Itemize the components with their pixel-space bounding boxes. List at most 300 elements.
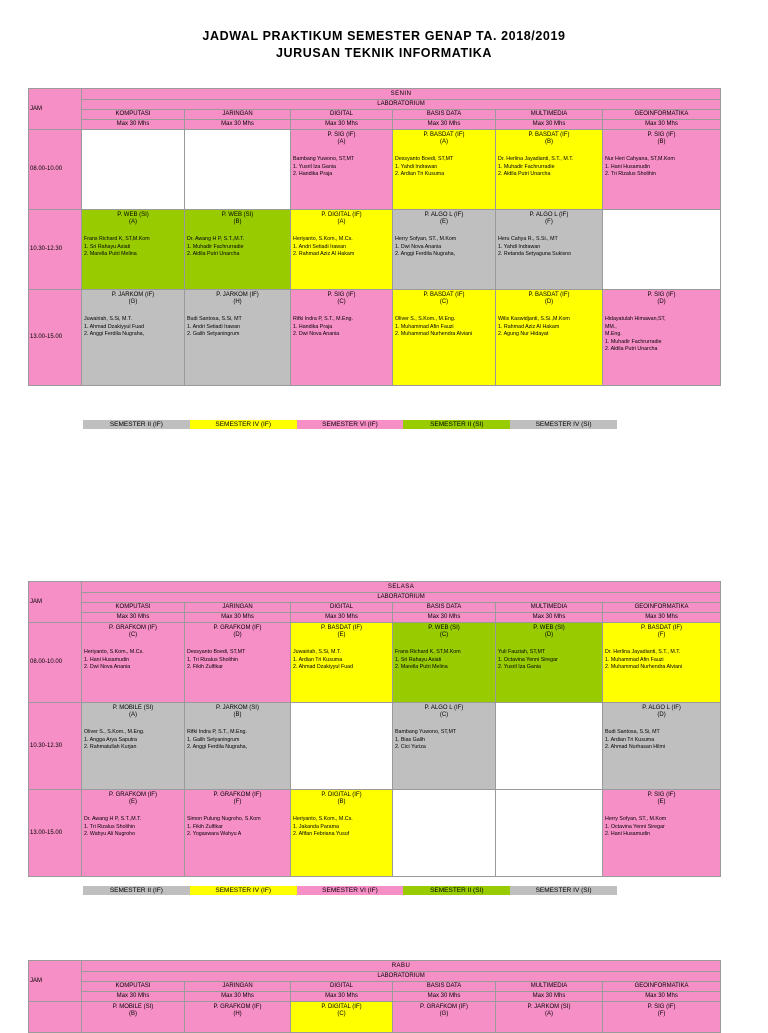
- class-label: (B): [545, 139, 553, 145]
- schedule-cell: [393, 210, 496, 290]
- course-name: P. MOBILE (SI): [112, 705, 154, 711]
- laboratorium-header: LABORATORIUM: [82, 972, 721, 982]
- lab-name-header: KOMPUTASI: [82, 603, 185, 613]
- cell-content: [82, 703, 184, 752]
- cell-content: [82, 623, 184, 672]
- assistant-name: MM.,: [605, 323, 617, 330]
- jam-header: [29, 89, 82, 130]
- course-name: P. DIGITAL (IF): [321, 792, 362, 798]
- lecturer-name: Rifki Indra P, S.T., M.Eng.: [187, 729, 247, 735]
- jam-label: JAM: [30, 977, 42, 984]
- assistant-name: 2. Aldila Putri Unarcha: [498, 171, 551, 177]
- cell-content: [603, 790, 720, 839]
- legend-item: SEMESTER II (SI): [403, 420, 510, 429]
- lab-name-header: KOMPUTASI: [82, 982, 185, 992]
- schedule-cell: [82, 290, 185, 386]
- lab-name-header: GEOINFORMATIKA: [603, 982, 721, 992]
- assistant-name: 2. Dwi Nova Anania: [84, 664, 131, 670]
- cell-content: [291, 790, 392, 839]
- class-label: (B): [337, 799, 346, 805]
- assistant-name: 1. Muhammad Afin Fauzi: [395, 323, 454, 330]
- time-slot-label: 08.00-10.00: [29, 130, 82, 210]
- assistant-name: 1. Hani Husamudin: [605, 163, 651, 170]
- course-name: P. SIG (IF): [647, 292, 676, 298]
- legend-item: SEMESTER II (IF): [83, 420, 190, 429]
- assistant-name: 2. Rahmatullah Kurjan: [84, 744, 137, 750]
- capacity-header: Max 30 Mhs: [393, 120, 496, 130]
- assistant-name: 1. Jakanda Parama: [293, 823, 339, 830]
- cell-content: [393, 210, 495, 259]
- course-name: P. WEB (SI): [221, 212, 254, 218]
- capacity-header: Max 30 Mhs: [496, 613, 603, 623]
- course-name: P. BASDAT (IF): [320, 625, 362, 631]
- time-slot-label: 08.00-10.00: [29, 623, 82, 703]
- time-slot-row: [29, 1002, 721, 1033]
- schedule-cell: [393, 1002, 496, 1033]
- assistant-name: 1. Muhadir Fachrurradie: [605, 338, 662, 345]
- time-slot-label: 10.30-12.30: [29, 703, 82, 790]
- lecturer-name: Dr. Herlina Jayadianti, S.T., M.T.: [605, 649, 681, 655]
- course-name: P. ALGO L (IF): [424, 705, 464, 711]
- schedule-table-selasa: [28, 581, 721, 877]
- time-slot-row: [29, 623, 721, 703]
- schedule-cell: [291, 1002, 393, 1033]
- course-name: P. MOBILE (SI): [112, 1004, 154, 1010]
- lecturer-name: Heru Cahya R., S.Si., MT: [498, 236, 558, 242]
- cell-content: [82, 290, 184, 339]
- time-slot-label: 13.00-15.00: [29, 290, 82, 386]
- class-label: (A): [129, 712, 137, 718]
- lab-name-header: JARINGAN: [185, 110, 291, 120]
- cell-content: [185, 790, 290, 839]
- course-name: P. JARKOM (IF): [111, 292, 155, 298]
- course-name: P. DIGITAL (IF): [321, 1004, 362, 1010]
- time-slot-row: [29, 130, 721, 210]
- lecturer-name: Bambang Yuwono, ST,MT: [293, 156, 355, 162]
- lecturer-name: Yuli Fauziah, ST,MT: [498, 649, 546, 655]
- lecturer-name: Frans Richard K, ST,M.Kom: [84, 236, 150, 242]
- lecturer-name: Nur Heri Cahyana, ST,M.Kom: [605, 156, 675, 162]
- class-label: (E): [440, 219, 448, 225]
- cell-content: [496, 623, 602, 672]
- class-label: (A): [440, 139, 448, 145]
- assistant-name: 2. Cici Yuriza: [395, 744, 426, 750]
- lecturer-name: Budi Santosa, S.Si, MT: [605, 729, 660, 735]
- assistant-name: 1. Angga Arya Saputra: [84, 736, 138, 743]
- class-label: (A): [337, 139, 346, 145]
- class-label: (H): [233, 1011, 242, 1017]
- class-label: (B): [233, 712, 242, 718]
- capacity-header: Max 30 Mhs: [185, 992, 291, 1002]
- cell-content: [291, 623, 392, 672]
- cell-content: [496, 1002, 602, 1018]
- schedule-cell: [496, 1002, 603, 1033]
- legend-item: SEMESTER IV (SI): [510, 420, 617, 429]
- course-name: P. BASDAT (IF): [528, 132, 570, 138]
- assistant-name: 1. Octavina Yenni Siregar: [605, 823, 665, 830]
- course-name: P. ALGO L (IF): [424, 212, 464, 218]
- schedule-cell: [185, 210, 291, 290]
- course-name: P. BASDAT (IF): [528, 292, 570, 298]
- course-name: P. GRAFKOM (IF): [109, 625, 157, 631]
- document-subtitle: JURUSAN TEKNIK INFORMATIKA: [275, 46, 493, 60]
- schedule-cell: [185, 790, 291, 877]
- schedule-cell: [603, 210, 721, 290]
- assistant-name: 2. Anggi Ferdila Nugraha,: [187, 744, 248, 750]
- class-label: (F): [545, 219, 553, 225]
- course-name: P. SIG (IF): [647, 1004, 676, 1010]
- assistant-name: 1. Andri Setiadi Irawan: [293, 243, 346, 250]
- assistant-name: 1. Ardian Tri Kusuma: [605, 736, 655, 743]
- class-label: (D): [544, 299, 554, 305]
- assistant-name: 2. Handika Praja: [293, 171, 333, 177]
- cell-content: [603, 1002, 720, 1018]
- assistant-name: 2. Galih Setyaningrum: [187, 331, 240, 337]
- assistant-name: 1. Bias Galih: [395, 736, 426, 743]
- cell-content: [603, 703, 720, 752]
- class-label: (C): [439, 712, 449, 718]
- lecturer-name: Dr. Awang H P, S.T.,M.T.: [187, 236, 245, 242]
- legend-item: SEMESTER IV (SI): [510, 886, 617, 895]
- lecturer-name: Budi Santosa, S.Si, MT: [187, 316, 242, 322]
- capacity-header: Max 30 Mhs: [603, 120, 721, 130]
- capacity-header: Max 30 Mhs: [393, 992, 496, 1002]
- lecturer-name: Herry Sofyan, ST., M.Kom: [605, 816, 667, 822]
- lecturer-name: Frans Richard K, ST,M.Kom: [395, 649, 461, 655]
- course-name: P. ALGO L (IF): [642, 705, 681, 711]
- lab-name-header: JARINGAN: [185, 982, 291, 992]
- assistant-name: 2. Aldila Putri Unarcha: [605, 346, 658, 352]
- assistant-name: 2. Anggi Ferdila Nugraha,: [395, 251, 456, 257]
- course-name: P. GRAFKOM (IF): [420, 1004, 468, 1010]
- time-slot-row: [29, 290, 721, 386]
- capacity-header: Max 30 Mhs: [291, 992, 393, 1002]
- class-label: (D): [657, 299, 666, 305]
- capacity-header: Max 30 Mhs: [291, 613, 393, 623]
- class-label: (E): [657, 799, 666, 805]
- assistant-name: 1. Ardian Tri Kusuma: [293, 656, 343, 663]
- cell-content: [496, 290, 602, 339]
- lecturer-name: Rifki Indra P, S.T., M.Eng.: [293, 316, 353, 322]
- legend-item: SEMESTER IV (IF): [190, 420, 297, 429]
- schedule-cell: [603, 290, 721, 386]
- schedule-cell: [393, 290, 496, 386]
- capacity-header: Max 30 Mhs: [185, 120, 291, 130]
- assistant-name: 2. Agung Nur Hidayat: [498, 331, 549, 337]
- cell-content: [393, 1002, 495, 1018]
- class-label: (C): [337, 299, 346, 305]
- lab-name-header: KOMPUTASI: [82, 110, 185, 120]
- laboratorium-header: LABORATORIUM: [82, 593, 721, 603]
- schedule-table-senin: [28, 88, 721, 386]
- class-label: (B): [129, 1011, 137, 1017]
- schedule-cell: [185, 1002, 291, 1033]
- class-label: (F): [657, 632, 666, 638]
- course-name: P. ALGO L (IF): [529, 212, 569, 218]
- cell-content: [82, 1002, 184, 1018]
- lab-name-header: JARINGAN: [185, 603, 291, 613]
- day-name: SELASA: [82, 582, 721, 593]
- assistant-name: 1. Rahmad Aziz Al Hakam: [498, 323, 560, 330]
- class-label: (A): [337, 219, 346, 225]
- schedule-cell: [82, 703, 185, 790]
- assistant-name: 1. Yusril Iza Gania: [293, 163, 336, 170]
- class-label: (F): [233, 799, 242, 805]
- document-title: JADWAL PRAKTIKUM SEMESTER GENAP TA. 2018/2019: [202, 29, 566, 43]
- time-slot-row: [29, 210, 721, 290]
- assistant-name: 2. Fikih Zulfikar: [187, 664, 223, 670]
- capacity-header: Max 30 Mhs: [603, 613, 721, 623]
- cell-content: [496, 130, 602, 179]
- assistant-name: 1. Dwi Nova Anania: [395, 243, 442, 250]
- lecturer-name: Simon Pulung Nugroho, S.Kom: [187, 816, 261, 822]
- schedule-cell: [185, 130, 291, 210]
- legend-item: SEMESTER II (IF): [83, 886, 190, 895]
- capacity-header: Max 30 Mhs: [496, 120, 603, 130]
- schedule-cell: [291, 290, 393, 386]
- course-name: P. GRAFKOM (IF): [213, 792, 262, 798]
- cell-content: [185, 1002, 290, 1018]
- cell-content: [291, 290, 392, 339]
- schedule-cell: [291, 623, 393, 703]
- schedule-cell: [291, 703, 393, 790]
- schedule-cell: [496, 290, 603, 386]
- assistant-name: 2. Hani Husamudin: [605, 831, 651, 837]
- assistant-name: 1. Octavina Yenni Siregar: [498, 656, 558, 663]
- cell-content: [603, 623, 720, 672]
- assistant-name: 1. Tri Rizalus Sholihin: [84, 823, 135, 830]
- schedule-cell: [393, 790, 496, 877]
- lab-name-header: GEOINFORMATIKA: [603, 110, 721, 120]
- capacity-header: Max 30 Mhs: [291, 120, 393, 130]
- assistant-name: 2. Dwi Nova Anania: [293, 331, 340, 337]
- assistant-name: 2. Marella Putri Melina: [84, 251, 137, 257]
- schedule-cell: [603, 623, 721, 703]
- lecturer-name: Juwairiah, S.Si, M.T.: [84, 316, 132, 322]
- lecturer-name: Herry Sofyan, ST., M.Kom: [395, 236, 457, 242]
- jam-header: [29, 582, 82, 623]
- course-name: P. BASDAT (IF): [423, 132, 465, 138]
- lecturer-name: Wilis Kaswidjanti, S.Si.,M.Kom: [498, 316, 570, 322]
- lab-name-header: DIGITAL: [291, 110, 393, 120]
- class-label: (D): [233, 632, 242, 638]
- class-label: (B): [657, 139, 666, 145]
- class-label: (B): [233, 219, 242, 225]
- schedule-cell: [603, 790, 721, 877]
- lecturer-name: Heriyanto, S.Kom., M.Cs.: [84, 649, 144, 655]
- schedule-cell: [393, 703, 496, 790]
- schedule-cell: [291, 210, 393, 290]
- schedule-cell: [393, 623, 496, 703]
- day-name: SENIN: [82, 89, 721, 100]
- course-name: P. WEB (SI): [117, 212, 149, 218]
- schedule-cell: [82, 130, 185, 210]
- lecturer-name: Hidayatulah Himawan,ST,: [605, 316, 666, 322]
- course-name: P. BASDAT (IF): [641, 625, 683, 631]
- course-name: P. GRAFKOM (IF): [213, 625, 262, 631]
- legend-item: SEMESTER VI (IF): [297, 886, 404, 895]
- lecturer-name: Dr. Awang H P, S.T.,M.T.: [84, 816, 142, 822]
- cell-content: [185, 290, 290, 339]
- lab-name-header: BASIS DATA: [393, 110, 496, 120]
- cell-content: [603, 290, 720, 354]
- class-label: (G): [128, 299, 138, 305]
- cell-content: [291, 1002, 392, 1018]
- class-label: (H): [233, 299, 242, 305]
- course-name: P. BASDAT (IF): [423, 292, 465, 298]
- assistant-name: 1. Andri Setiadi Irawan: [187, 323, 240, 330]
- lab-name-header: GEOINFORMATIKA: [603, 603, 721, 613]
- course-name: P. GRAFKOM (IF): [213, 1004, 262, 1010]
- cell-content: [393, 130, 495, 179]
- legend-item: SEMESTER VI (IF): [297, 420, 404, 429]
- assistant-name: 1. Galih Setyaningrum: [187, 736, 240, 743]
- schedule-cell: [185, 703, 291, 790]
- lecturer-name: Heriyanto, S.Kom., M.Cs.: [293, 816, 353, 822]
- schedule-cell: [496, 703, 603, 790]
- assistant-name: 1. Tri Rizalus Sholihin: [187, 656, 238, 663]
- class-label: (C): [128, 632, 138, 638]
- cell-content: [496, 210, 602, 259]
- lecturer-name: Bambang Yuwono, ST,MT: [395, 729, 457, 735]
- jam-label: JAM: [30, 105, 42, 112]
- cell-content: [82, 790, 184, 839]
- class-label: (A): [129, 219, 137, 225]
- schedule-cell: [185, 290, 291, 386]
- schedule-cell: [603, 1002, 721, 1033]
- course-name: P. JARKOM (SI): [216, 705, 259, 711]
- course-name: P. SIG (IF): [327, 292, 356, 298]
- assistant-name: 1. Handika Praja: [293, 323, 333, 330]
- lab-name-header: BASIS DATA: [393, 603, 496, 613]
- course-name: P. WEB (SI): [533, 625, 565, 631]
- cell-content: [603, 130, 720, 179]
- class-label: (A): [545, 1011, 553, 1017]
- schedule-cell: [82, 1002, 185, 1033]
- laboratorium-header: LABORATORIUM: [82, 100, 721, 110]
- cell-content: [185, 210, 290, 259]
- semester-legend: [83, 420, 617, 429]
- assistant-name: 2. Afifan Febriana Yusuf: [293, 831, 350, 837]
- assistant-name: 1. Muhadir Fachrurradie: [498, 163, 555, 170]
- lab-name-header: BASIS DATA: [393, 982, 496, 992]
- cell-content: [291, 130, 392, 179]
- schedule-cell: [82, 790, 185, 877]
- schedule-cell: [496, 623, 603, 703]
- cell-content: [185, 703, 290, 752]
- assistant-name: 2. Retanda Setyaguna Sukisno: [498, 251, 572, 257]
- time-slot-label: 13.00-15.00: [29, 790, 82, 877]
- day-name: RABU: [82, 961, 721, 972]
- course-name: P. SIG (IF): [327, 132, 356, 138]
- capacity-header: Max 30 Mhs: [82, 120, 185, 130]
- class-label: (C): [439, 299, 449, 305]
- assistant-name: 2. Anggi Ferdila Nugraha,: [84, 331, 145, 337]
- schedule-cell: [393, 130, 496, 210]
- assistant-name: M.Eng.: [605, 331, 622, 337]
- lecturer-name: Dr. Herlina Jayadianti, S.T., M.T.: [498, 156, 574, 162]
- lab-name-header: MULTIMEDIA: [496, 982, 603, 992]
- lab-name-header: DIGITAL: [291, 603, 393, 613]
- class-label: (F): [657, 1011, 666, 1017]
- class-label: (C): [337, 1011, 346, 1017]
- capacity-header: Max 30 Mhs: [603, 992, 721, 1002]
- lecturer-name: Oliver S., S.Kom., M.Eng.: [84, 729, 145, 735]
- class-label: (G): [439, 1011, 449, 1017]
- course-name: P. JARKOM (IF): [216, 292, 259, 298]
- course-name: P. GRAFKOM (IF): [109, 792, 157, 798]
- assistant-name: 1. Yahdi Indrawan: [498, 243, 541, 250]
- lecturer-name: Oliver S., S.Kom., M.Eng.: [395, 316, 456, 322]
- capacity-header: Max 30 Mhs: [393, 613, 496, 623]
- course-name: P. SIG (IF): [647, 132, 676, 138]
- schedule-cell: [82, 210, 185, 290]
- assistant-name: 2. Muhammad Nurhendra Alviani: [605, 664, 683, 670]
- lecturer-name: Heriyanto, S.Kom., M.Cs.: [293, 236, 353, 242]
- lecturer-name: Dessyanto Boedi, ST,MT: [395, 156, 454, 162]
- capacity-header: Max 30 Mhs: [82, 992, 185, 1002]
- schedule-table-rabu: [28, 960, 721, 1033]
- schedule-cell: [496, 210, 603, 290]
- schedule-cell: [82, 623, 185, 703]
- assistant-name: 2. Wahyu Ali Nugroho: [84, 831, 136, 837]
- cell-content: [185, 623, 290, 672]
- schedule-cell: [496, 130, 603, 210]
- lab-name-header: DIGITAL: [291, 982, 393, 992]
- time-slot-row: [29, 790, 721, 877]
- course-name: P. WEB (SI): [428, 625, 460, 631]
- cell-content: [393, 623, 495, 672]
- schedule-cell: [603, 130, 721, 210]
- jam-header: [29, 961, 82, 1002]
- capacity-header: Max 30 Mhs: [185, 613, 291, 623]
- cell-content: [291, 210, 392, 259]
- assistant-name: 2. Rahmad Aziz Al Hakam: [293, 251, 355, 257]
- capacity-header: Max 30 Mhs: [496, 992, 603, 1002]
- cell-content: [393, 703, 495, 752]
- legend-item: SEMESTER IV (IF): [190, 886, 297, 895]
- assistant-name: 1. Hani Husamudin: [84, 656, 130, 663]
- course-name: P. JARKOM (SI): [527, 1004, 571, 1010]
- assistant-name: 2. Ardian Tri Kusuma: [395, 171, 445, 177]
- assistant-name: 1. Muhammad Afin Fauzi: [605, 656, 664, 663]
- schedule-cell: [603, 703, 721, 790]
- cell-content: [82, 210, 184, 259]
- schedule-cell: [496, 790, 603, 877]
- semester-legend: [83, 886, 617, 895]
- assistant-name: 1. Fikih Zulfikar: [187, 823, 223, 830]
- assistant-name: 2. Yogaswara Wahyu A: [187, 831, 242, 837]
- assistant-name: 1. Sri Rahayu Asiati: [84, 243, 131, 250]
- cell-content: [393, 290, 495, 339]
- lecturer-name: Dessyanto Boedi, ST,MT: [187, 649, 246, 655]
- jam-label: JAM: [30, 598, 42, 605]
- assistant-name: 1. Ahmad Dzakiyyul Fuad: [84, 323, 145, 330]
- legend-item: SEMESTER II (SI): [403, 886, 510, 895]
- lab-name-header: MULTIMEDIA: [496, 603, 603, 613]
- capacity-header: Max 30 Mhs: [82, 613, 185, 623]
- course-name: P. DIGITAL (IF): [321, 212, 362, 218]
- time-slot-row: [29, 703, 721, 790]
- assistant-name: 2. Tri Rizalus Sholihin: [605, 171, 656, 177]
- class-label: (D): [544, 632, 554, 638]
- class-label: (E): [129, 799, 137, 805]
- schedule-cell: [291, 790, 393, 877]
- assistant-name: 2. Muhammad Nurhendra Alviani: [395, 331, 473, 337]
- assistant-name: 2. Marella Putri Melina: [395, 664, 448, 670]
- assistant-name: 1. Muhadir Fachrurradie: [187, 243, 244, 250]
- class-label: (D): [657, 712, 666, 718]
